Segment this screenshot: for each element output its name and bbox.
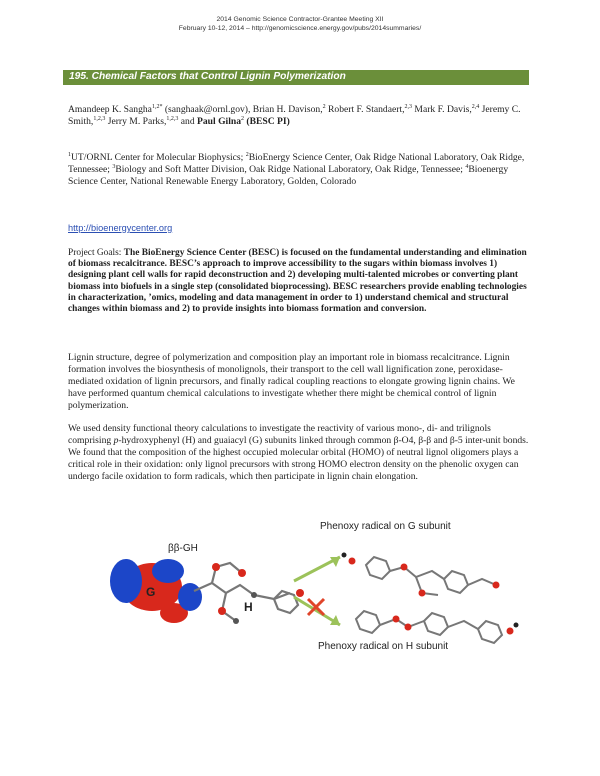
paragraph-text: We used density functional theory calculations to investigate the reactivity of various mono-, di- and trilignols comprising <box>68 423 491 446</box>
affiliation-text: UT/ORNL Center for Molecular Biophysics; <box>71 152 246 163</box>
homo-molecule-graphic <box>110 543 304 624</box>
homo-figure <box>104 513 528 653</box>
author-superscript: 2,4 <box>471 104 480 110</box>
author-text: and <box>178 116 198 127</box>
affiliation-number: 3 <box>112 164 116 170</box>
project-goals <box>68 248 530 315</box>
author-text: (sanghaak@ornl.gov), Brian H. Davison, <box>162 104 323 115</box>
affiliation-text: BioEnergy Science Center, Oak Ridge National Laboratory, Oak Ridge, Tennessee; <box>68 152 525 175</box>
project-goals-text: The BioEnergy Science Center (BESC) is focused on the fundamental understanding and elimination of biomass recalcitrance. BESC’s approach to improve accessibility to the sugars within biomass involves 1) designing plant cell walls for rapid deconstruction and 2) developing multi-talented microbes or converting plant biomass into biofuels in a single step (consolidated bioprocessing). BESC researchers provide enabling technologies in characterization, ’omics, modeling and data management in order to 1) understand chemical and structural changes within biomass and 2) to provide insights into biomass formation and conversion. <box>68 248 527 315</box>
h-subunit-label: H <box>244 600 253 614</box>
author-name: Amandeep K. Sangha <box>68 104 152 115</box>
affiliation-number: 4 <box>465 164 469 170</box>
homo-lobe-blue <box>152 559 184 583</box>
website-link[interactable]: http://bioenergycenter.org <box>68 223 173 233</box>
affiliation-text: Bioenergy Science Center, National Renewable Energy Laboratory, Golden, Colorado <box>68 164 509 187</box>
affiliation-number: 2 <box>245 152 249 158</box>
figure-canvas <box>104 513 528 653</box>
page-header <box>0 15 600 33</box>
author-text: Jerry M. Parks, <box>105 116 167 127</box>
author-superscript: 2 <box>241 116 244 122</box>
author-superscript: 1,2* <box>151 104 163 110</box>
pi-name: Paul Gilna <box>197 116 241 127</box>
affiliations <box>68 152 530 188</box>
bottom-caption: Phenoxy radical on H subunit <box>318 641 449 652</box>
header-date-url-line: February 10-12, 2014 – http://genomicscience.energy.gov/pubs/2014summaries/ <box>178 25 422 32</box>
author-superscript: 2,3 <box>404 104 413 110</box>
molecule-label: ββ-GH <box>168 543 198 554</box>
author-superscript: 2 <box>322 104 326 110</box>
g-subunit-label: G <box>146 585 156 599</box>
author-text: Mark F. Davis, <box>412 104 472 115</box>
pi-role: (BESC PI) <box>244 116 290 127</box>
affiliation-text: Biology and Soft Matter Division, Oak Ridge National Laboratory, Oak Ridge, Tennessee; <box>115 164 466 175</box>
author-text: Robert F. Standaert, <box>325 104 405 115</box>
h-radical-molecule-graphic <box>356 611 519 643</box>
header-meeting-line: 2014 Genomic Science Contractor-Grantee Meeting XII <box>216 16 384 23</box>
paragraph-text: -hydroxyphenyl (H) and guaiacyl (G) subunits linked through common β-O4, β-β and β-5 inter-unit bonds. We found that the composition of the highest occupied molecular orbital (HOMO) of neutral lignol oligomers plays a critical role in their oxidation: only lignol precursors with strong HOMO electron density on the phenolic oxygen can undergo facile oxidation to form radicals, which then participate in lignin chain elongation. <box>68 435 529 482</box>
top-caption: Phenoxy radical on G subunit <box>320 521 451 532</box>
paragraph-italic: p <box>113 435 119 446</box>
project-goals-label: Project Goals: <box>68 248 124 258</box>
affiliation-number: 1 <box>68 152 71 158</box>
paper-title: 195. Chemical Factors that Control Lignin Polymerization <box>69 71 346 82</box>
paragraph-lignin-structure: Lignin structure, degree of polymerization and composition play an important role in biomass recalcitrance. Lignin formation involves the biosynthesis of monolignols, their transport to the cell wall lignification zone, peroxidase-mediated oxidation of lignin precursors, and finally radical coupling reactions to elongate growing lignin chains. We have performed quantum chemical calculations to investigate whether there might be chemical control of lignin polymerization. <box>68 352 515 411</box>
website-link-line <box>68 222 530 235</box>
author-superscript: 1,2,3 <box>93 116 106 122</box>
author-superscript: 1,2,3 <box>166 116 179 122</box>
author-text: Jeremy C. Smith, <box>68 104 521 127</box>
g-radical-molecule-graphic <box>342 553 500 597</box>
paragraph-dft-results <box>68 423 530 483</box>
homo-lobe-blue <box>110 559 142 603</box>
title-bar <box>63 70 529 85</box>
author-list <box>68 104 530 128</box>
homo-lobe-blue <box>178 583 202 611</box>
